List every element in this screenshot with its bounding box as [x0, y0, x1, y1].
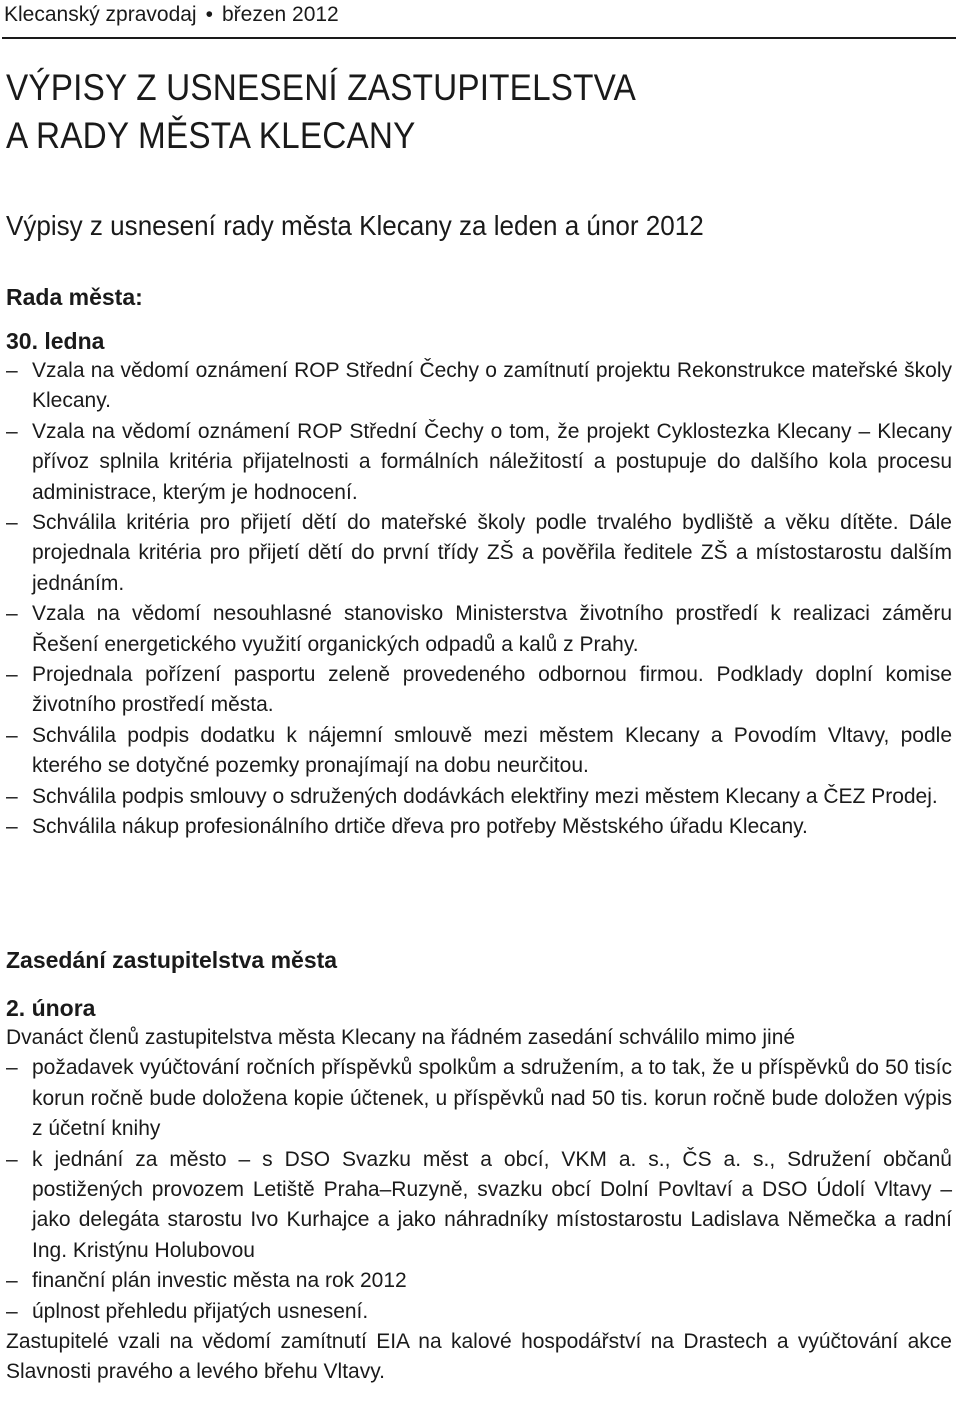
item-text: Vzala na vědomí nesouhlasné stanovisko Ministerstva životního prostředí k realizaci záměru Řešení energetického využití organických odpadů a kalů z Prahy. [32, 602, 952, 656]
zastupitelstvo-resolutions [6, 1023, 952, 1388]
closing-paragraph: Zastupitelé vzali na vědomí zamítnutí EIA na kalové hospodářství na Drastech a vyúčtování akce Slavnosti pravého a levého břehu Vltavy. [6, 1330, 952, 1384]
item-text: Schválila podpis dodatku k nájemní smlouvě mezi městem Klecany a Povodím Vltavy, podle kterého se dotyčné pozemky pronajímají na dobu neurčitou. [32, 723, 952, 778]
item-text: Schválila nákup profesionálního drtiče dřeva pro potřeby Městského úřadu Klecany. [32, 815, 808, 839]
item-text: Projednala pořízení pasportu zeleně provedeného odbornou firmou. Podklady doplní komise životního prostředí města. [32, 663, 952, 717]
list-item [6, 508, 952, 599]
dash-marker: – [6, 359, 18, 382]
running-header [4, 2, 339, 28]
dash-marker: – [6, 1269, 18, 1293]
zastupitelstvo-heading: Zasedání zastupitelstva města [6, 947, 338, 973]
dash-marker: – [6, 419, 18, 443]
item-text: finanční plán investic města na rok 2012 [32, 1269, 407, 1293]
list-item [6, 660, 952, 721]
dash-marker: – [6, 511, 18, 535]
dash-marker: – [6, 815, 18, 839]
list-item [6, 721, 952, 782]
dash-marker: – [6, 723, 18, 747]
publication-name: Klecanský zpravodaj [4, 3, 197, 26]
intro-paragraph: Dvanáct členů zastupitelstva města Klecany na řádném zasedání schválilo mimo jiné [6, 1026, 796, 1049]
title-line-1: VÝPISY Z USNESENÍ ZASTUPITELSTVA [6, 67, 636, 108]
zastupitelstvo-date: 2. února [6, 995, 96, 1021]
list-item [6, 599, 952, 660]
section-subtitle: Výpisy z usnesení rady města Klecany za leden a únor 2012 [6, 210, 704, 241]
dash-marker: – [6, 1147, 18, 1171]
list-item [6, 812, 952, 842]
rada-resolutions-list [6, 356, 952, 843]
item-text: Schválila podpis smlouvy o sdružených dodávkách elektřiny mezi městem Klecany a ČEZ Prodej. [32, 784, 938, 808]
dash-marker: – [6, 1299, 18, 1323]
item-text: Vzala na vědomí oznámení ROP Střední Čechy o tom, že projekt Cyklostezka Klecany – Klecany přívoz splnila kritéria přijatelnosti a formálních náležitostí a postupuje do dalšího kola procesu administrace, kterým je hodnocení. [32, 419, 952, 504]
dash-marker: – [6, 1056, 18, 1080]
item-text: požadavek vyúčtování ročních příspěvků spolkům a sdružením, a to tak, že u příspěvků do 50 tisíc korun ročně bude doložena kopie účtenek, u příspěvků nad 50 tis. korun ročně bude doložen výpis z účetní knihy [32, 1056, 952, 1141]
header-rule [2, 37, 956, 39]
list-item [6, 1266, 952, 1296]
list-item [6, 417, 952, 508]
bullet-separator: • [205, 3, 213, 26]
dash-marker: – [6, 602, 18, 626]
list-item [6, 782, 952, 812]
rada-heading: Rada města: [6, 284, 143, 310]
list-item [6, 356, 952, 417]
item-text: úplnost přehledu přijatých usnesení. [32, 1299, 369, 1323]
item-text: Vzala na vědomí oznámení ROP Střední Čechy o zamítnutí projektu Rekonstrukce mateřské školy Klecany. [32, 359, 952, 413]
list-item [6, 1053, 952, 1144]
rada-date: 30. ledna [6, 328, 105, 354]
dash-marker: – [6, 663, 18, 687]
title-line-2: A RADY MĚSTA KLECANY [6, 115, 416, 156]
item-text: Schválila kritéria pro přijetí dětí do mateřské školy podle trvalého bydliště a věku dítěte. Dále projednala kritéria pro přijetí dětí do první třídy ZŠ a pověřila ředitele ZŠ a místostarostu dalším jednáním. [32, 511, 952, 595]
page-title [6, 64, 636, 160]
item-text: k jednání za město – s DSO Svazku měst a obcí, VKM a. s., ČS a. s., Sdružení občanů postižených provozem Letiště Praha–Ruzyně, svazku obcí Dolní Povltaví a DSO Údolí Vltavy – jako delegáta starostu Ivo Kurhajce a jako náhradníky místostarostu Ladislava Němečka a radní Ing. Kristýnu Holubovou [32, 1147, 952, 1262]
list-item [6, 1145, 952, 1267]
list-item [6, 1297, 952, 1327]
issue-date: březen 2012 [221, 3, 339, 26]
dash-marker: – [6, 784, 18, 808]
